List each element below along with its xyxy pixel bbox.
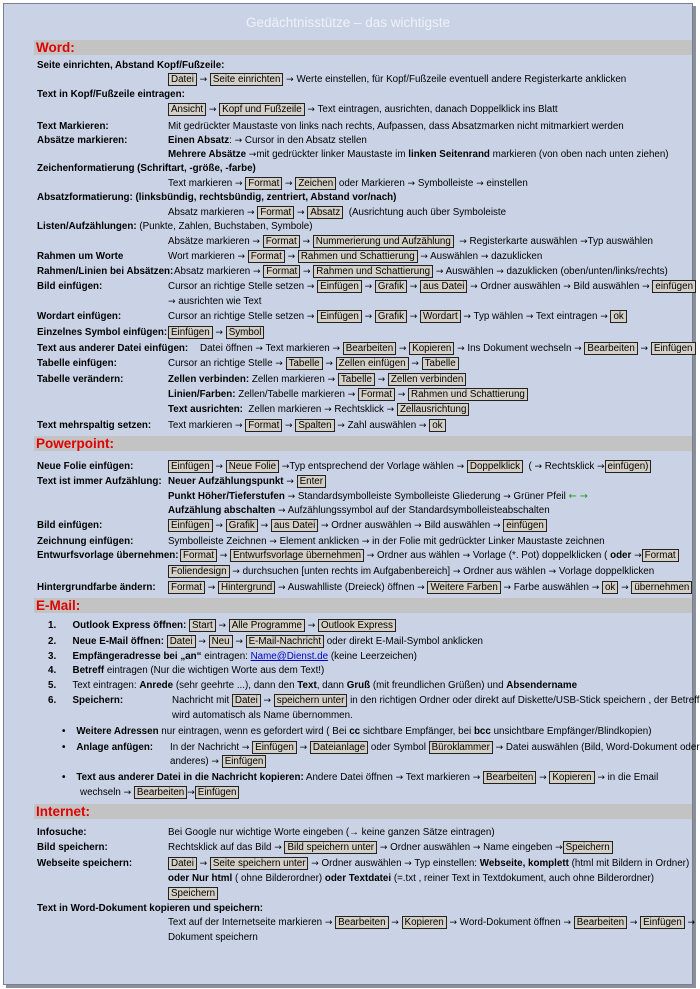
word-import-steps: Datei öffnen → Text markieren → Bearbeiten → Kopieren → Ins Dokument wechseln → Bearbeiten → Einfügen (200, 342, 696, 356)
word-symbol-steps: Einfügen → Symbol (168, 326, 264, 340)
email-step-3: 3. Empfängeradresse bei „an“ eintragen: Name@Dienst.de (keine Leerzeichen) (48, 651, 417, 662)
section-internet: Internet: (34, 804, 692, 819)
inet-copy-save: Dokument speichern (168, 932, 258, 943)
word-page-setup-label: Seite einrichten, Abstand Kopf/Fußzeile: (37, 60, 225, 71)
word-border-words-label: Rahmen um Worte (37, 251, 124, 262)
inet-save-page-label: Webseite speichern: (37, 858, 133, 869)
inet-search-text: Bei Google nur wichtige Worte eingeben (→ keine ganzen Sätze eintragen) (168, 827, 495, 838)
word-import-label: Text aus anderer Datei einfügen: (37, 343, 189, 354)
email-address-link[interactable]: Name@Dienst.de (250, 651, 329, 662)
inet-save-image-steps: Rechtsklick auf das Bild → Bild speichern unter → Ordner auswählen → Name eingeben → Speichern (168, 841, 613, 855)
email-copy-text-cont: wechseln → Bearbeiten → Einfügen (80, 786, 239, 800)
word-table-lines: Linien/Farben: Zellen/Tabelle markieren → Format → Rahmen und Schattierung (168, 388, 528, 402)
word-image-label: Bild einfügen: (37, 281, 103, 292)
word-symbol-label: Einzelnes Symbol einfügen: (37, 327, 168, 338)
word-header-label: Text in Kopf/Fußzeile eintragen: (37, 89, 185, 100)
inet-search-label: Infosuche: (37, 827, 87, 838)
word-image-align: → ausrichten wie Text (168, 296, 262, 307)
word-image-steps: Cursor an richtige Stelle setzen → Einfügen → Grafik → aus Datei → Ordner auswählen → Bild auswählen → einfügen (168, 280, 696, 294)
word-paragraphs-one: Einen Absatz: → Cursor in den Absatz stellen (168, 135, 367, 146)
word-para-format-label: Absatzformatierung: (linksbündig, rechtsbündig, zentriert, Abstand vor/nach) (37, 192, 397, 203)
email-step-5: 5. Text eintragen: Anrede (sehr geehrte ...), dann den Text, dann Gruß (mit freundlichen Grüßen) und Absendername (48, 680, 578, 691)
ppt-image-label: Bild einfügen: (37, 520, 103, 531)
inet-copy-steps: Text auf der Internetseite markieren → Bearbeiten → Kopieren → Word-Dokument öffnen → Bearbeiten → Einfügen → (168, 917, 696, 928)
word-table-merge: Zellen verbinden: Zellen markieren → Tabelle → Zellen verbinden (168, 373, 466, 387)
section-word: Word: (34, 40, 692, 55)
ppt-new-slide-steps: Einfügen → Neue Folie →Typ entsprechend der Vorlage wählen → Doppelklick ( → Rechtsklick → einfügen) (168, 460, 651, 474)
word-para-format-steps: Absatz markieren → Format → Absatz (Ausrichtung auch über Symboleiste (168, 207, 507, 218)
word-table-label: Tabelle einfügen: (37, 358, 117, 369)
inet-save-image-label: Bild speichern: (37, 842, 108, 853)
ppt-background-steps: Format → Hintergrund → Auswahlliste (Dreieck) öffnen → Weitere Farben → Farbe auswählen → ok → übernehmen (168, 581, 692, 595)
ppt-new-slide-label: Neue Folie einfügen: (37, 461, 134, 472)
word-table-align: Text ausrichten: Zellen markieren → Rechtsklick → Zellausrichtung (168, 403, 469, 417)
email-step-6-cont: wird automatisch als Name übernommen. (172, 710, 353, 721)
word-wordart-label: Wordart einfügen: (37, 311, 122, 322)
email-step-4: 4. Betreff eintragen (Nur die wichtigen Worte aus dem Text!) (48, 665, 325, 676)
word-select-label: Text Markieren: (37, 121, 109, 132)
email-attachment-label: • Anlage anfügen: (62, 742, 154, 753)
inet-copy-label: Text in Word-Dokument kopieren und speichern: (37, 903, 264, 914)
word-paragraphs-label: Absätze markieren: (37, 135, 128, 146)
word-border-words-steps: Wort markieren → Format → Rahmen und Schattierung → Auswählen → dazuklicken (168, 251, 543, 262)
ppt-background-label: Hintergrundfarbe ändern: (37, 582, 156, 593)
ppt-template-steps: Format → Entwurfsvorlage übernehmen → Ordner aus wählen → Vorlage (*. Pot) doppelklicken ( oder → Format (180, 549, 679, 563)
word-columns-label: Text mehrspaltig setzen: (37, 420, 152, 431)
word-char-format-label: Zeichenformatierung (Schriftart, -größe, -farbe) (37, 163, 256, 174)
ppt-bullets-off: Aufzählung abschalten → Aufzählungssymbol auf der Standardsymbolleisteabschalten (168, 505, 550, 516)
inet-save-page-options: oder Nur html ( ohne Bilderordner) oder Textdatei (=.txt , reiner Text in Textdokument, auch ohne Bilderordner) (168, 873, 655, 884)
section-email: E-Mail: (34, 598, 692, 613)
ppt-bullets-level: Punkt Höher/Tieferstufen → Standardsymbolleiste Symbolleiste Gliederung → Grüner Pfeil ← → (168, 491, 589, 502)
document-page (3, 3, 700, 985)
word-border-para-label: Rahmen/Linien bei Absätzen: (37, 266, 174, 277)
page-title: Gedächtnisstütze – das wichtigste (245, 15, 451, 30)
word-page-setup-steps: Datei → Seite einrichten → Werte einstellen, für Kopf/Fußzeile eventuell andere Registerkarte anklicken (168, 73, 626, 87)
inet-save-page-steps: Datei → Seite speichern unter → Ordner auswählen → Typ einstellen: Webseite, komplett (html mit Bildern in Ordner) (168, 857, 689, 871)
ppt-drawing-steps: Symbolleiste Zeichnen → Element anklicken → in der Folie mit gedrückter Linker Maustaste zeichnen (168, 536, 605, 547)
word-paragraphs-multi: Mehrere Absätze →mit gedrückter linker Maustaste im linken Seitenrand markieren (von oben nach unten ziehen) (168, 149, 669, 160)
email-attachment-cont: anderes) → Einfügen (170, 755, 266, 769)
ppt-bullets-new: Neuer Aufzählungspunkt → Enter (168, 475, 326, 489)
ppt-drawing-label: Zeichnung einfügen: (37, 536, 134, 547)
email-copy-text: • Text aus anderer Datei in die Nachricht kopieren: Andere Datei öffnen → Text markieren → Bearbeiten → Kopieren → in die Email (62, 772, 659, 783)
word-select-text: Mit gedrückter Maustaste von links nach rechts, Aufpassen, dass Absatzmarken nicht mitmarkiert werden (168, 121, 624, 132)
word-columns-steps: Text markieren → Format → Spalten → Zahl auswählen → ok (168, 419, 446, 433)
ppt-template-label: Entwurfsvorlage übernehmen: (37, 550, 179, 561)
email-step-1: 1. Outlook Express öffnen: Start → Alle Programme → Outlook Express (48, 619, 396, 633)
word-lists-steps: Absätze markieren → Format → Nummerierung und Aufzählung → Registerkarte auswählen →Typ auswählen (168, 236, 654, 247)
email-step-6-num: 6. Speichern: (48, 695, 124, 706)
section-powerpoint: Powerpoint: (34, 436, 692, 451)
inet-save-page-save: Speichern (168, 887, 218, 900)
word-border-para-steps: Absatz markieren → Format → Rahmen und Schattierung → Auswählen → dazuklicken (oben/unten/links/rechts) (174, 266, 668, 277)
ppt-image-steps: Einfügen → Grafik → aus Datei → Ordner auswählen → Bild auswählen → einfügen (168, 519, 547, 533)
email-step-2: 2. Neue E-Mail öffnen: Datei → Neu → E-Mail-Nachricht oder direkt E-Mail-Symbol anklicken (48, 636, 483, 647)
email-attachment-steps: In der Nachricht → Einfügen → Dateianlage oder Symbol Büroklammer → Datei auswählen (Bild, Word-Dokument oder (170, 742, 700, 753)
ppt-template-design: Foliendesign → durchsuchen [unten rechts im Aufgabenbereich] → Ordner aus wählen → Vorlage doppelklicken (168, 565, 654, 579)
word-table-edit-label: Tabelle verändern: (37, 374, 124, 385)
ppt-bullets-label: Text ist immer Aufzählung: (37, 476, 162, 487)
green-arrows-icon: ← → (568, 491, 589, 502)
email-step-6: Nachricht mit Datei → speichern unter in den richtigen Ordner oder direkt auf Diskette/USB-Stick speichern , der Betreff (172, 695, 700, 706)
word-char-format-steps: Text markieren → Format → Zeichen oder Markieren → Symbolleiste → einstellen (168, 178, 528, 189)
email-more-addresses: • Weitere Adressen nur eintragen, wenn es gefordert wird ( Bei cc sichtbare Empfänger, bei bcc unsichtbare Empfänger/Blindkopien) (62, 726, 652, 737)
word-table-steps: Cursor an richtige Stelle → Tabelle → Zellen einfügen → Tabelle (168, 357, 459, 371)
word-wordart-steps: Cursor an richtige Stelle setzen → Einfügen → Grafik → Wordart → Typ wählen → Text eintragen → ok (168, 310, 627, 324)
word-header-steps: Ansicht → Kopf und Fußzeile → Text eintragen, ausrichten, danach Doppelklick ins Blatt (168, 103, 558, 117)
word-lists-label: Listen/Aufzählungen: (Punkte, Zahlen, Buchstaben, Symbole) (37, 221, 313, 232)
